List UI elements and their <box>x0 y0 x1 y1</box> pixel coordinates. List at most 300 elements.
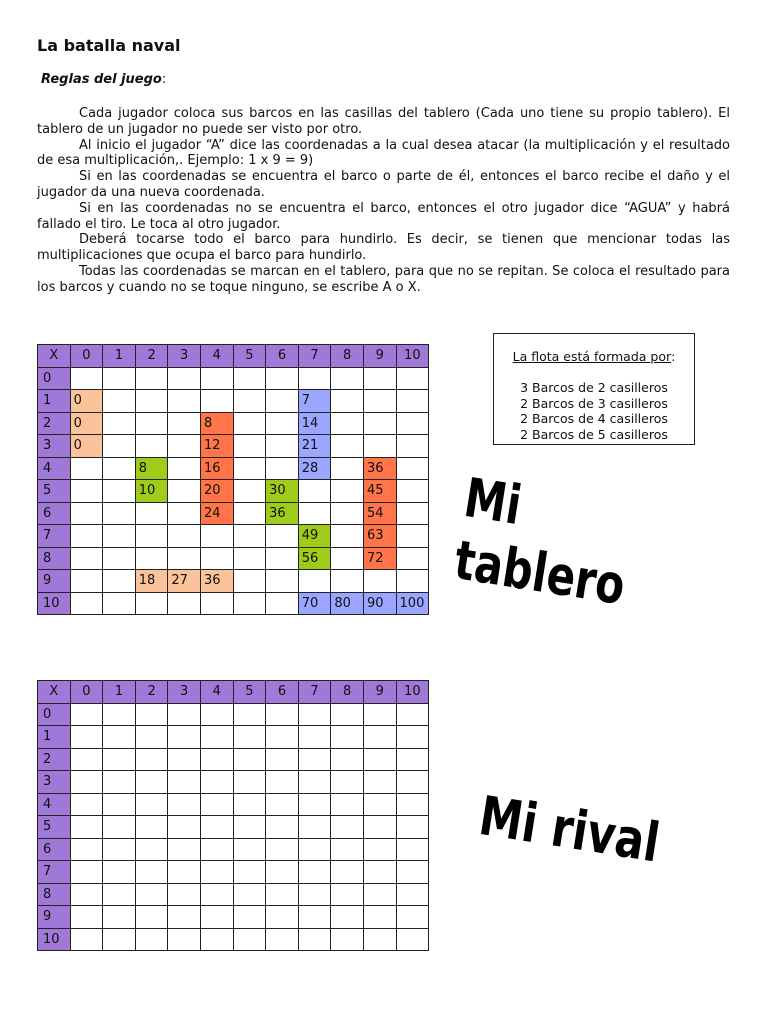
my-board-cell[interactable]: 56 <box>298 547 331 570</box>
rival-board-cell[interactable] <box>331 748 364 771</box>
my-board-cell[interactable]: 0 <box>70 435 103 458</box>
rival-board-label: Mi rival <box>475 784 664 875</box>
rival-board-cell[interactable] <box>298 838 331 861</box>
rival-board-cell[interactable] <box>135 816 168 839</box>
my-board-cell[interactable] <box>103 390 136 413</box>
my-board-cell[interactable] <box>233 547 266 570</box>
rival-board-cell[interactable] <box>266 748 299 771</box>
rival-board-cell[interactable] <box>103 928 136 951</box>
rival-board-cell[interactable] <box>200 771 233 794</box>
my-board-cell[interactable] <box>266 367 299 390</box>
my-board-cell[interactable] <box>200 592 233 615</box>
rule-paragraph: Al inicio el jugador “A” dice las coordenadas a la cual desea atacar (la multiplicación y el resultado de esa multiplicación,. Ejemplo: 1 x 9 = 9) <box>37 137 730 169</box>
my-board-cell[interactable] <box>103 367 136 390</box>
my-board-cell[interactable] <box>200 525 233 548</box>
rival-board-cell[interactable] <box>135 793 168 816</box>
my-board-cell[interactable] <box>70 480 103 503</box>
rival-board-cell[interactable] <box>396 703 429 726</box>
row-header: 5 <box>38 816 71 839</box>
rival-board-cell[interactable] <box>396 771 429 794</box>
my-board-cell[interactable]: 12 <box>200 435 233 458</box>
column-header: 7 <box>298 681 331 704</box>
my-board-cell[interactable] <box>363 390 396 413</box>
rival-board-cell[interactable] <box>200 793 233 816</box>
rival-board-cell[interactable] <box>396 793 429 816</box>
my-board-cell[interactable] <box>135 502 168 525</box>
my-board-cell[interactable]: 54 <box>363 502 396 525</box>
rival-board-cell[interactable] <box>135 726 168 749</box>
my-board-cell[interactable] <box>266 547 299 570</box>
my-board-cell[interactable]: 16 <box>200 457 233 480</box>
my-board-cell[interactable]: 36 <box>200 570 233 593</box>
rival-board-cell[interactable] <box>103 748 136 771</box>
my-board-cell[interactable] <box>233 502 266 525</box>
my-board-cell[interactable]: 14 <box>298 412 331 435</box>
my-board-row <box>38 390 429 413</box>
my-board-cell[interactable]: 20 <box>200 480 233 503</box>
my-board-cell[interactable] <box>70 525 103 548</box>
my-board-cell[interactable] <box>266 412 299 435</box>
rival-board-cell[interactable] <box>135 883 168 906</box>
rival-board-cell[interactable] <box>233 816 266 839</box>
my-board-cell[interactable] <box>331 480 364 503</box>
my-board-row <box>38 412 429 435</box>
rival-board-cell[interactable] <box>266 816 299 839</box>
my-board-cell[interactable] <box>103 502 136 525</box>
rule-paragraph: Cada jugador coloca sus barcos en las casillas del tablero (Cada uno tiene su propio tablero). El tablero de un jugador no puede ser visto por otro. <box>37 106 730 137</box>
my-board-cell[interactable] <box>233 525 266 548</box>
rival-board-cell[interactable] <box>396 748 429 771</box>
rival-board-cell[interactable] <box>363 838 396 861</box>
my-board-cell[interactable] <box>103 412 136 435</box>
rival-board-cell[interactable] <box>168 906 201 929</box>
column-header: 5 <box>233 345 266 368</box>
column-header: 10 <box>396 345 429 368</box>
column-header: 3 <box>168 345 201 368</box>
rival-board-cell[interactable] <box>363 726 396 749</box>
rival-board-cell[interactable] <box>168 838 201 861</box>
rival-board-cell[interactable] <box>363 906 396 929</box>
column-header: 6 <box>266 681 299 704</box>
rival-board-cell[interactable] <box>266 861 299 884</box>
my-board-cell[interactable] <box>298 570 331 593</box>
rival-board-cell[interactable] <box>168 861 201 884</box>
rival-board-cell[interactable] <box>266 906 299 929</box>
rival-board-cell[interactable] <box>168 816 201 839</box>
my-board-cell[interactable]: 21 <box>298 435 331 458</box>
my-board-cell[interactable]: 90 <box>363 592 396 615</box>
rival-board-cell[interactable] <box>135 838 168 861</box>
rival-board-cell[interactable] <box>200 816 233 839</box>
rival-board-cell[interactable] <box>363 928 396 951</box>
rival-board-cell[interactable] <box>135 771 168 794</box>
rival-board-cell[interactable] <box>103 793 136 816</box>
my-board-cell[interactable]: 100 <box>396 592 429 615</box>
rival-board-cell[interactable] <box>200 838 233 861</box>
my-board-cell[interactable]: 30 <box>266 480 299 503</box>
rival-board-cell[interactable] <box>70 838 103 861</box>
rival-board-cell[interactable] <box>396 861 429 884</box>
my-board-cell[interactable] <box>331 502 364 525</box>
column-header: 6 <box>266 345 299 368</box>
my-board-cell[interactable]: 0 <box>70 390 103 413</box>
rival-board-cell[interactable] <box>168 726 201 749</box>
row-header: 8 <box>38 547 71 570</box>
my-board-cell[interactable] <box>200 367 233 390</box>
my-board-cell[interactable] <box>168 547 201 570</box>
row-header: 7 <box>38 525 71 548</box>
rival-board-cell[interactable] <box>233 906 266 929</box>
rival-board-cell[interactable] <box>135 748 168 771</box>
my-board-cell[interactable] <box>396 570 429 593</box>
my-board-cell[interactable]: 72 <box>363 547 396 570</box>
rival-board-row <box>38 816 429 839</box>
my-board-cell[interactable] <box>266 592 299 615</box>
rival-board-row <box>38 928 429 951</box>
row-header: 0 <box>38 367 71 390</box>
my-board-cell[interactable] <box>135 390 168 413</box>
my-board-cell[interactable] <box>331 390 364 413</box>
my-board-cell[interactable]: 80 <box>331 592 364 615</box>
my-board-cell[interactable] <box>135 412 168 435</box>
my-board-cell[interactable] <box>168 457 201 480</box>
my-board-cell[interactable] <box>233 592 266 615</box>
my-board-cell[interactable]: 24 <box>200 502 233 525</box>
row-header: 1 <box>38 390 71 413</box>
row-header: 1 <box>38 726 71 749</box>
rival-board-cell[interactable] <box>70 793 103 816</box>
rival-board-cell[interactable] <box>135 928 168 951</box>
fleet-heading <box>494 349 694 364</box>
rival-board-cell[interactable] <box>70 906 103 929</box>
rival-board-cell[interactable] <box>298 816 331 839</box>
my-board-cell[interactable]: 49 <box>298 525 331 548</box>
my-board-cell[interactable]: 36 <box>266 502 299 525</box>
column-header: 9 <box>363 345 396 368</box>
my-board-cell[interactable] <box>168 502 201 525</box>
my-board-cell[interactable] <box>331 525 364 548</box>
my-board-cell[interactable] <box>363 412 396 435</box>
rival-board-cell[interactable] <box>363 816 396 839</box>
my-board-cell[interactable] <box>331 457 364 480</box>
rival-board-cell[interactable] <box>298 861 331 884</box>
my-board-cell[interactable] <box>363 435 396 458</box>
rival-board-cell[interactable] <box>266 883 299 906</box>
rival-board-cell[interactable] <box>103 838 136 861</box>
my-board-row <box>38 547 429 570</box>
rules-text <box>37 106 730 296</box>
rival-board-cell[interactable] <box>103 703 136 726</box>
my-board-cell[interactable] <box>168 367 201 390</box>
my-board-cell[interactable] <box>396 367 429 390</box>
my-board-cell[interactable] <box>168 525 201 548</box>
my-board-cell[interactable]: 70 <box>298 592 331 615</box>
column-header: 5 <box>233 681 266 704</box>
my-board-cell[interactable] <box>135 592 168 615</box>
my-board-cell[interactable] <box>168 412 201 435</box>
my-board-cell[interactable] <box>396 525 429 548</box>
rival-board-cell[interactable] <box>331 726 364 749</box>
rival-board-cell[interactable] <box>331 906 364 929</box>
rival-board-cell[interactable] <box>331 838 364 861</box>
my-board-cell[interactable] <box>200 390 233 413</box>
my-board-cell[interactable] <box>135 525 168 548</box>
row-header: 2 <box>38 412 71 435</box>
my-board-cell[interactable]: 0 <box>70 412 103 435</box>
my-board-cell[interactable] <box>168 592 201 615</box>
rival-board-cell[interactable] <box>70 883 103 906</box>
rival-board-cell[interactable] <box>233 861 266 884</box>
my-board-cell[interactable] <box>331 367 364 390</box>
my-board-cell[interactable] <box>298 480 331 503</box>
rival-board-row <box>38 883 429 906</box>
rival-board-cell[interactable] <box>331 861 364 884</box>
my-board-cell[interactable] <box>298 502 331 525</box>
my-board-row <box>38 367 429 390</box>
my-board-cell[interactable] <box>396 502 429 525</box>
rival-board-cell[interactable] <box>233 748 266 771</box>
rival-board-cell[interactable] <box>396 838 429 861</box>
my-board-cell[interactable] <box>396 547 429 570</box>
rival-board-cell[interactable] <box>70 861 103 884</box>
rival-board-cell[interactable] <box>200 928 233 951</box>
rival-board-cell[interactable] <box>331 928 364 951</box>
rival-board-cell[interactable] <box>168 793 201 816</box>
rival-board-cell[interactable] <box>168 928 201 951</box>
row-header: 10 <box>38 928 71 951</box>
rival-board-cell[interactable] <box>396 816 429 839</box>
rival-board-cell[interactable] <box>396 906 429 929</box>
my-board-cell[interactable] <box>135 435 168 458</box>
rival-board-cell[interactable] <box>70 703 103 726</box>
column-header: 10 <box>396 681 429 704</box>
my-board-cell[interactable] <box>396 390 429 413</box>
column-header: 2 <box>135 681 168 704</box>
rules-heading <box>41 72 166 87</box>
rule-paragraph: Deberá tocarse todo el barco para hundirlo. Es decir, se tienen que mencionar todas las multiplicaciones que ocupa el barco para hundirlo. <box>37 232 730 264</box>
my-board-cell[interactable] <box>70 570 103 593</box>
rival-board-cell[interactable] <box>168 771 201 794</box>
rival-board-cell[interactable] <box>363 883 396 906</box>
rival-board-cell[interactable] <box>70 726 103 749</box>
my-board-cell[interactable]: 18 <box>135 570 168 593</box>
fleet-heading-colon: : <box>671 349 676 364</box>
column-header: 8 <box>331 681 364 704</box>
rival-board-cell[interactable] <box>363 771 396 794</box>
my-board-cell[interactable] <box>135 547 168 570</box>
rival-board-cell[interactable] <box>200 883 233 906</box>
my-board-cell[interactable] <box>103 525 136 548</box>
my-board-cell[interactable]: 63 <box>363 525 396 548</box>
my-board-cell[interactable] <box>266 435 299 458</box>
rival-board-cell[interactable] <box>233 703 266 726</box>
rival-board-cell[interactable] <box>298 771 331 794</box>
rival-board-cell[interactable] <box>135 703 168 726</box>
rival-board-cell[interactable] <box>331 816 364 839</box>
my-board-cell[interactable] <box>298 367 331 390</box>
row-header: 10 <box>38 592 71 615</box>
my-board-cell[interactable]: 28 <box>298 457 331 480</box>
rival-board-cell[interactable] <box>298 726 331 749</box>
rival-board-cell[interactable] <box>363 703 396 726</box>
rival-board-cell[interactable] <box>168 883 201 906</box>
rival-board-cell[interactable] <box>233 838 266 861</box>
fleet-item: 2 Barcos de 5 casilleros <box>520 426 668 442</box>
rival-board-cell[interactable] <box>266 726 299 749</box>
my-board-cell[interactable] <box>103 592 136 615</box>
rival-board-row <box>38 906 429 929</box>
column-header: 7 <box>298 345 331 368</box>
rival-board-cell[interactable] <box>70 748 103 771</box>
my-board-cell[interactable] <box>331 412 364 435</box>
row-header: 9 <box>38 906 71 929</box>
rival-board-cell[interactable] <box>331 703 364 726</box>
my-board-cell[interactable]: 7 <box>298 390 331 413</box>
my-board-cell[interactable]: 8 <box>135 457 168 480</box>
my-board-cell[interactable] <box>233 367 266 390</box>
rival-board-cell[interactable] <box>396 883 429 906</box>
rival-board-cell[interactable] <box>200 861 233 884</box>
my-board-cell[interactable] <box>103 547 136 570</box>
rival-board-cell[interactable] <box>200 748 233 771</box>
fleet-box <box>493 333 695 445</box>
my-board-cell[interactable] <box>168 390 201 413</box>
rival-board-cell[interactable] <box>233 771 266 794</box>
rival-board-cell[interactable] <box>70 771 103 794</box>
my-board-cell[interactable] <box>200 547 233 570</box>
my-board-cell[interactable] <box>70 457 103 480</box>
rival-board-cell[interactable] <box>266 928 299 951</box>
my-board-cell[interactable]: 10 <box>135 480 168 503</box>
rival-board-cell[interactable] <box>396 928 429 951</box>
my-board-cell[interactable] <box>70 592 103 615</box>
rival-board-cell[interactable] <box>103 771 136 794</box>
my-board-row <box>38 502 429 525</box>
my-board-cell[interactable] <box>233 435 266 458</box>
rival-board-cell[interactable] <box>200 906 233 929</box>
my-board-cell[interactable]: 36 <box>363 457 396 480</box>
rival-board-cell[interactable] <box>200 703 233 726</box>
rival-board-cell[interactable] <box>331 771 364 794</box>
my-board-cell[interactable] <box>266 570 299 593</box>
rival-board-cell[interactable] <box>298 906 331 929</box>
rival-board-cell[interactable] <box>200 726 233 749</box>
my-board-cell[interactable] <box>396 457 429 480</box>
my-board-cell[interactable] <box>331 570 364 593</box>
row-header: 2 <box>38 748 71 771</box>
rival-board-cell[interactable] <box>103 906 136 929</box>
my-board-cell[interactable] <box>331 547 364 570</box>
column-header: 0 <box>70 345 103 368</box>
column-header: 3 <box>168 681 201 704</box>
rival-board-cell[interactable] <box>233 726 266 749</box>
my-board-cell[interactable] <box>266 457 299 480</box>
rival-board-cell[interactable] <box>233 793 266 816</box>
my-board-cell[interactable] <box>103 435 136 458</box>
my-board-cell[interactable] <box>70 547 103 570</box>
my-board-cell[interactable] <box>331 435 364 458</box>
my-board-cell[interactable] <box>103 480 136 503</box>
rival-board-cell[interactable] <box>103 726 136 749</box>
my-board-row <box>38 592 429 615</box>
my-board-cell[interactable] <box>233 390 266 413</box>
rule-paragraph: Todas las coordenadas se marcan en el tablero, para que no se repitan. Se coloca el resultado para los barcos y cuando no se toque ninguno, se escribe A o X. <box>37 263 730 295</box>
rival-board-cell[interactable] <box>266 771 299 794</box>
row-header: 3 <box>38 435 71 458</box>
my-board-cell[interactable]: 27 <box>168 570 201 593</box>
my-board-label: Mi tablero <box>450 466 630 618</box>
column-header: 2 <box>135 345 168 368</box>
my-board-cell[interactable] <box>233 412 266 435</box>
rival-board-cell[interactable] <box>298 793 331 816</box>
rival-board-cell[interactable] <box>363 748 396 771</box>
my-board-cell[interactable] <box>396 480 429 503</box>
rival-board-cell[interactable] <box>103 861 136 884</box>
my-board-cell[interactable] <box>70 367 103 390</box>
rival-board-cell[interactable] <box>298 748 331 771</box>
rival-board-cell[interactable] <box>298 883 331 906</box>
rival-board-cell[interactable] <box>266 793 299 816</box>
rules-heading-text: Reglas del juego <box>41 72 162 87</box>
rival-board-cell[interactable] <box>396 726 429 749</box>
my-board-row <box>38 457 429 480</box>
rival-board-cell[interactable] <box>363 861 396 884</box>
my-board-cell[interactable] <box>233 570 266 593</box>
my-board-cell[interactable] <box>266 390 299 413</box>
my-board-cell[interactable] <box>135 367 168 390</box>
rival-board-cell[interactable] <box>70 928 103 951</box>
rival-board-cell[interactable] <box>70 816 103 839</box>
rival-board-cell[interactable] <box>103 883 136 906</box>
my-board-cell[interactable] <box>103 457 136 480</box>
rival-board-cell[interactable] <box>103 816 136 839</box>
rival-board-cell[interactable] <box>266 703 299 726</box>
row-header: 4 <box>38 793 71 816</box>
my-board-cell[interactable] <box>396 435 429 458</box>
rival-board-cell[interactable] <box>135 861 168 884</box>
my-board-cell[interactable] <box>396 412 429 435</box>
rival-board-cell[interactable] <box>266 838 299 861</box>
my-board-cell[interactable] <box>233 457 266 480</box>
rival-board-cell[interactable] <box>233 883 266 906</box>
my-board-cell[interactable] <box>266 525 299 548</box>
rival-board-cell[interactable] <box>168 703 201 726</box>
my-board-cell[interactable] <box>168 480 201 503</box>
rival-board-cell[interactable] <box>168 748 201 771</box>
rival-board-cell[interactable] <box>331 883 364 906</box>
rival-board-cell[interactable] <box>331 793 364 816</box>
my-board-cell[interactable] <box>363 570 396 593</box>
my-board-row <box>38 480 429 503</box>
rival-board-row <box>38 838 429 861</box>
my-board-cell[interactable] <box>70 502 103 525</box>
my-board-cell[interactable] <box>363 367 396 390</box>
page-title: La batalla naval <box>37 36 181 55</box>
rival-board-row <box>38 748 429 771</box>
rival-board-cell[interactable] <box>363 793 396 816</box>
rival-board-cell[interactable] <box>298 928 331 951</box>
rival-board-cell[interactable] <box>298 703 331 726</box>
my-board-cell[interactable] <box>233 480 266 503</box>
my-board-cell[interactable]: 8 <box>200 412 233 435</box>
rule-paragraph: Si en las coordenadas no se encuentra el barco, entonces el otro jugador dice “AGUA” y habrá fallado el tiro. Le toca al otro jugador. <box>37 200 730 232</box>
my-board-cell[interactable]: 45 <box>363 480 396 503</box>
rival-board-grid <box>37 680 429 951</box>
rival-board-cell[interactable] <box>135 906 168 929</box>
rival-board-cell[interactable] <box>233 928 266 951</box>
my-board-cell[interactable] <box>103 570 136 593</box>
my-board-cell[interactable] <box>168 435 201 458</box>
